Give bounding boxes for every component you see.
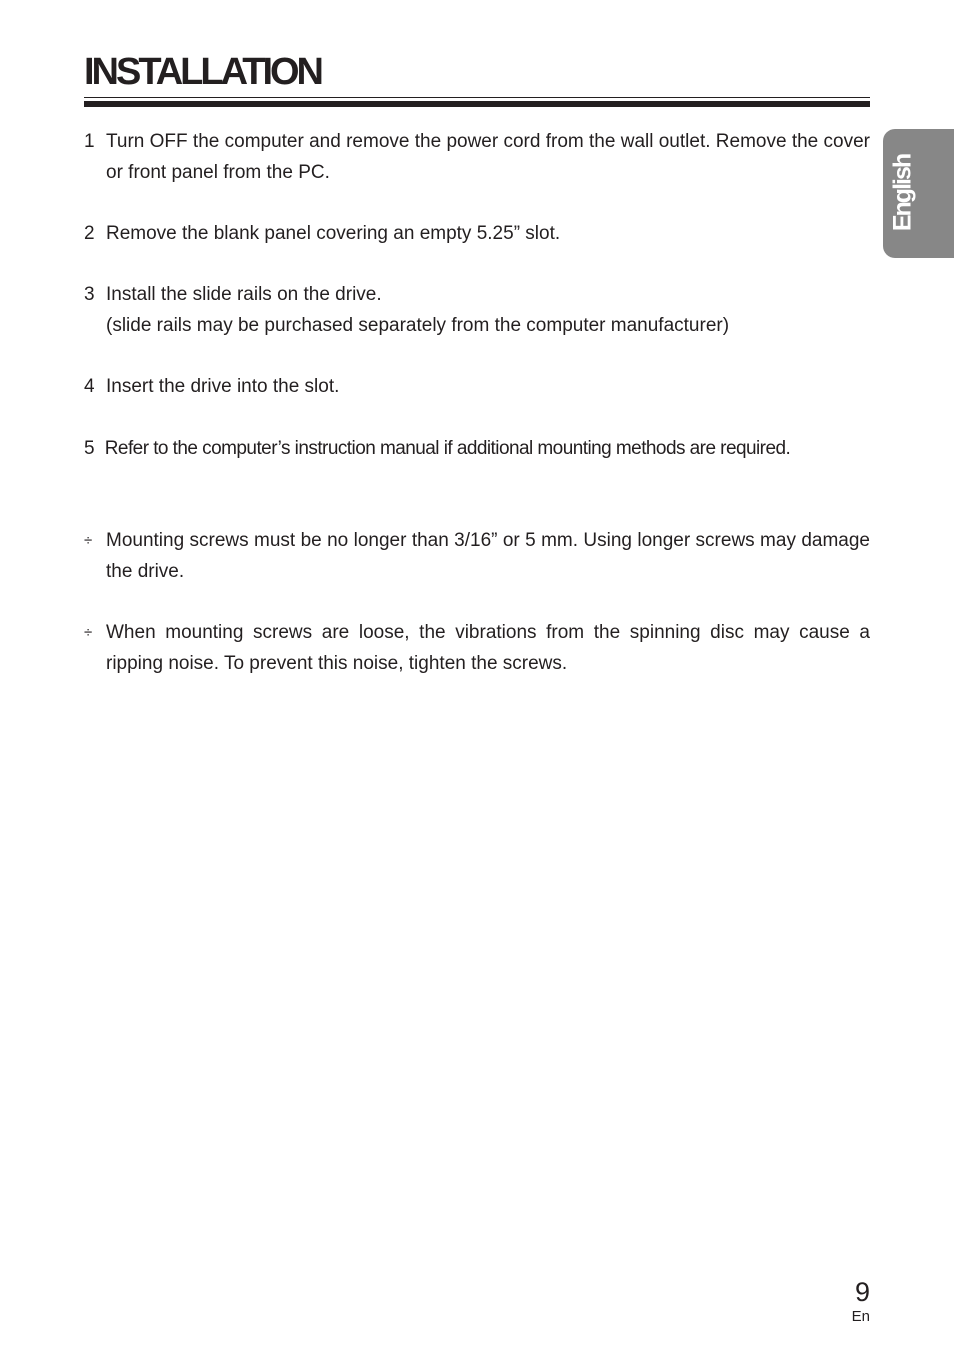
step-4-text: Insert the drive into the slot. bbox=[106, 376, 340, 397]
language-tab-label: English bbox=[888, 154, 917, 232]
step-4 bbox=[84, 371, 870, 402]
note-2-bullet: ÷ bbox=[84, 624, 93, 641]
note-1 bbox=[84, 525, 870, 587]
step-2 bbox=[84, 218, 870, 249]
note-1-text: Mounting screws must be no longer than 3/16” or 5 mm. Using longer screws may damage the drive. bbox=[106, 530, 870, 582]
page-title: INSTALLATION bbox=[84, 51, 321, 93]
step-5 bbox=[84, 433, 884, 464]
note-1-bullet: ÷ bbox=[84, 532, 93, 549]
step-3-number: 3 bbox=[84, 284, 95, 305]
step-1 bbox=[84, 126, 870, 188]
step-4-number: 4 bbox=[84, 376, 95, 397]
note-2-text: When mounting screws are loose, the vibrations from the spinning disc may cause a ripping noise. To prevent this noise, tighten the screws. bbox=[106, 622, 870, 674]
step-1-text: Turn OFF the computer and remove the power cord from the wall outlet. Remove the cover or front panel from the PC. bbox=[106, 131, 870, 183]
step-5-text: Refer to the computer’s instruction manual if additional mounting methods are required. bbox=[104, 438, 791, 459]
step-3-text: Install the slide rails on the drive. bbox=[106, 284, 382, 305]
page-language-code: En bbox=[851, 1308, 870, 1325]
step-1-number: 1 bbox=[84, 131, 95, 152]
title-rule-thick bbox=[84, 101, 870, 107]
step-5-number: 5 bbox=[84, 438, 95, 459]
step-2-number: 2 bbox=[84, 223, 95, 244]
page-number: 9 bbox=[854, 1277, 870, 1307]
title-rule-thin bbox=[84, 97, 870, 98]
note-2 bbox=[84, 617, 870, 679]
step-3-note: (slide rails may be purchased separately from the computer manufacturer) bbox=[106, 315, 730, 336]
step-3 bbox=[84, 279, 870, 341]
step-2-text: Remove the blank panel covering an empty 5.25” slot. bbox=[106, 223, 561, 244]
